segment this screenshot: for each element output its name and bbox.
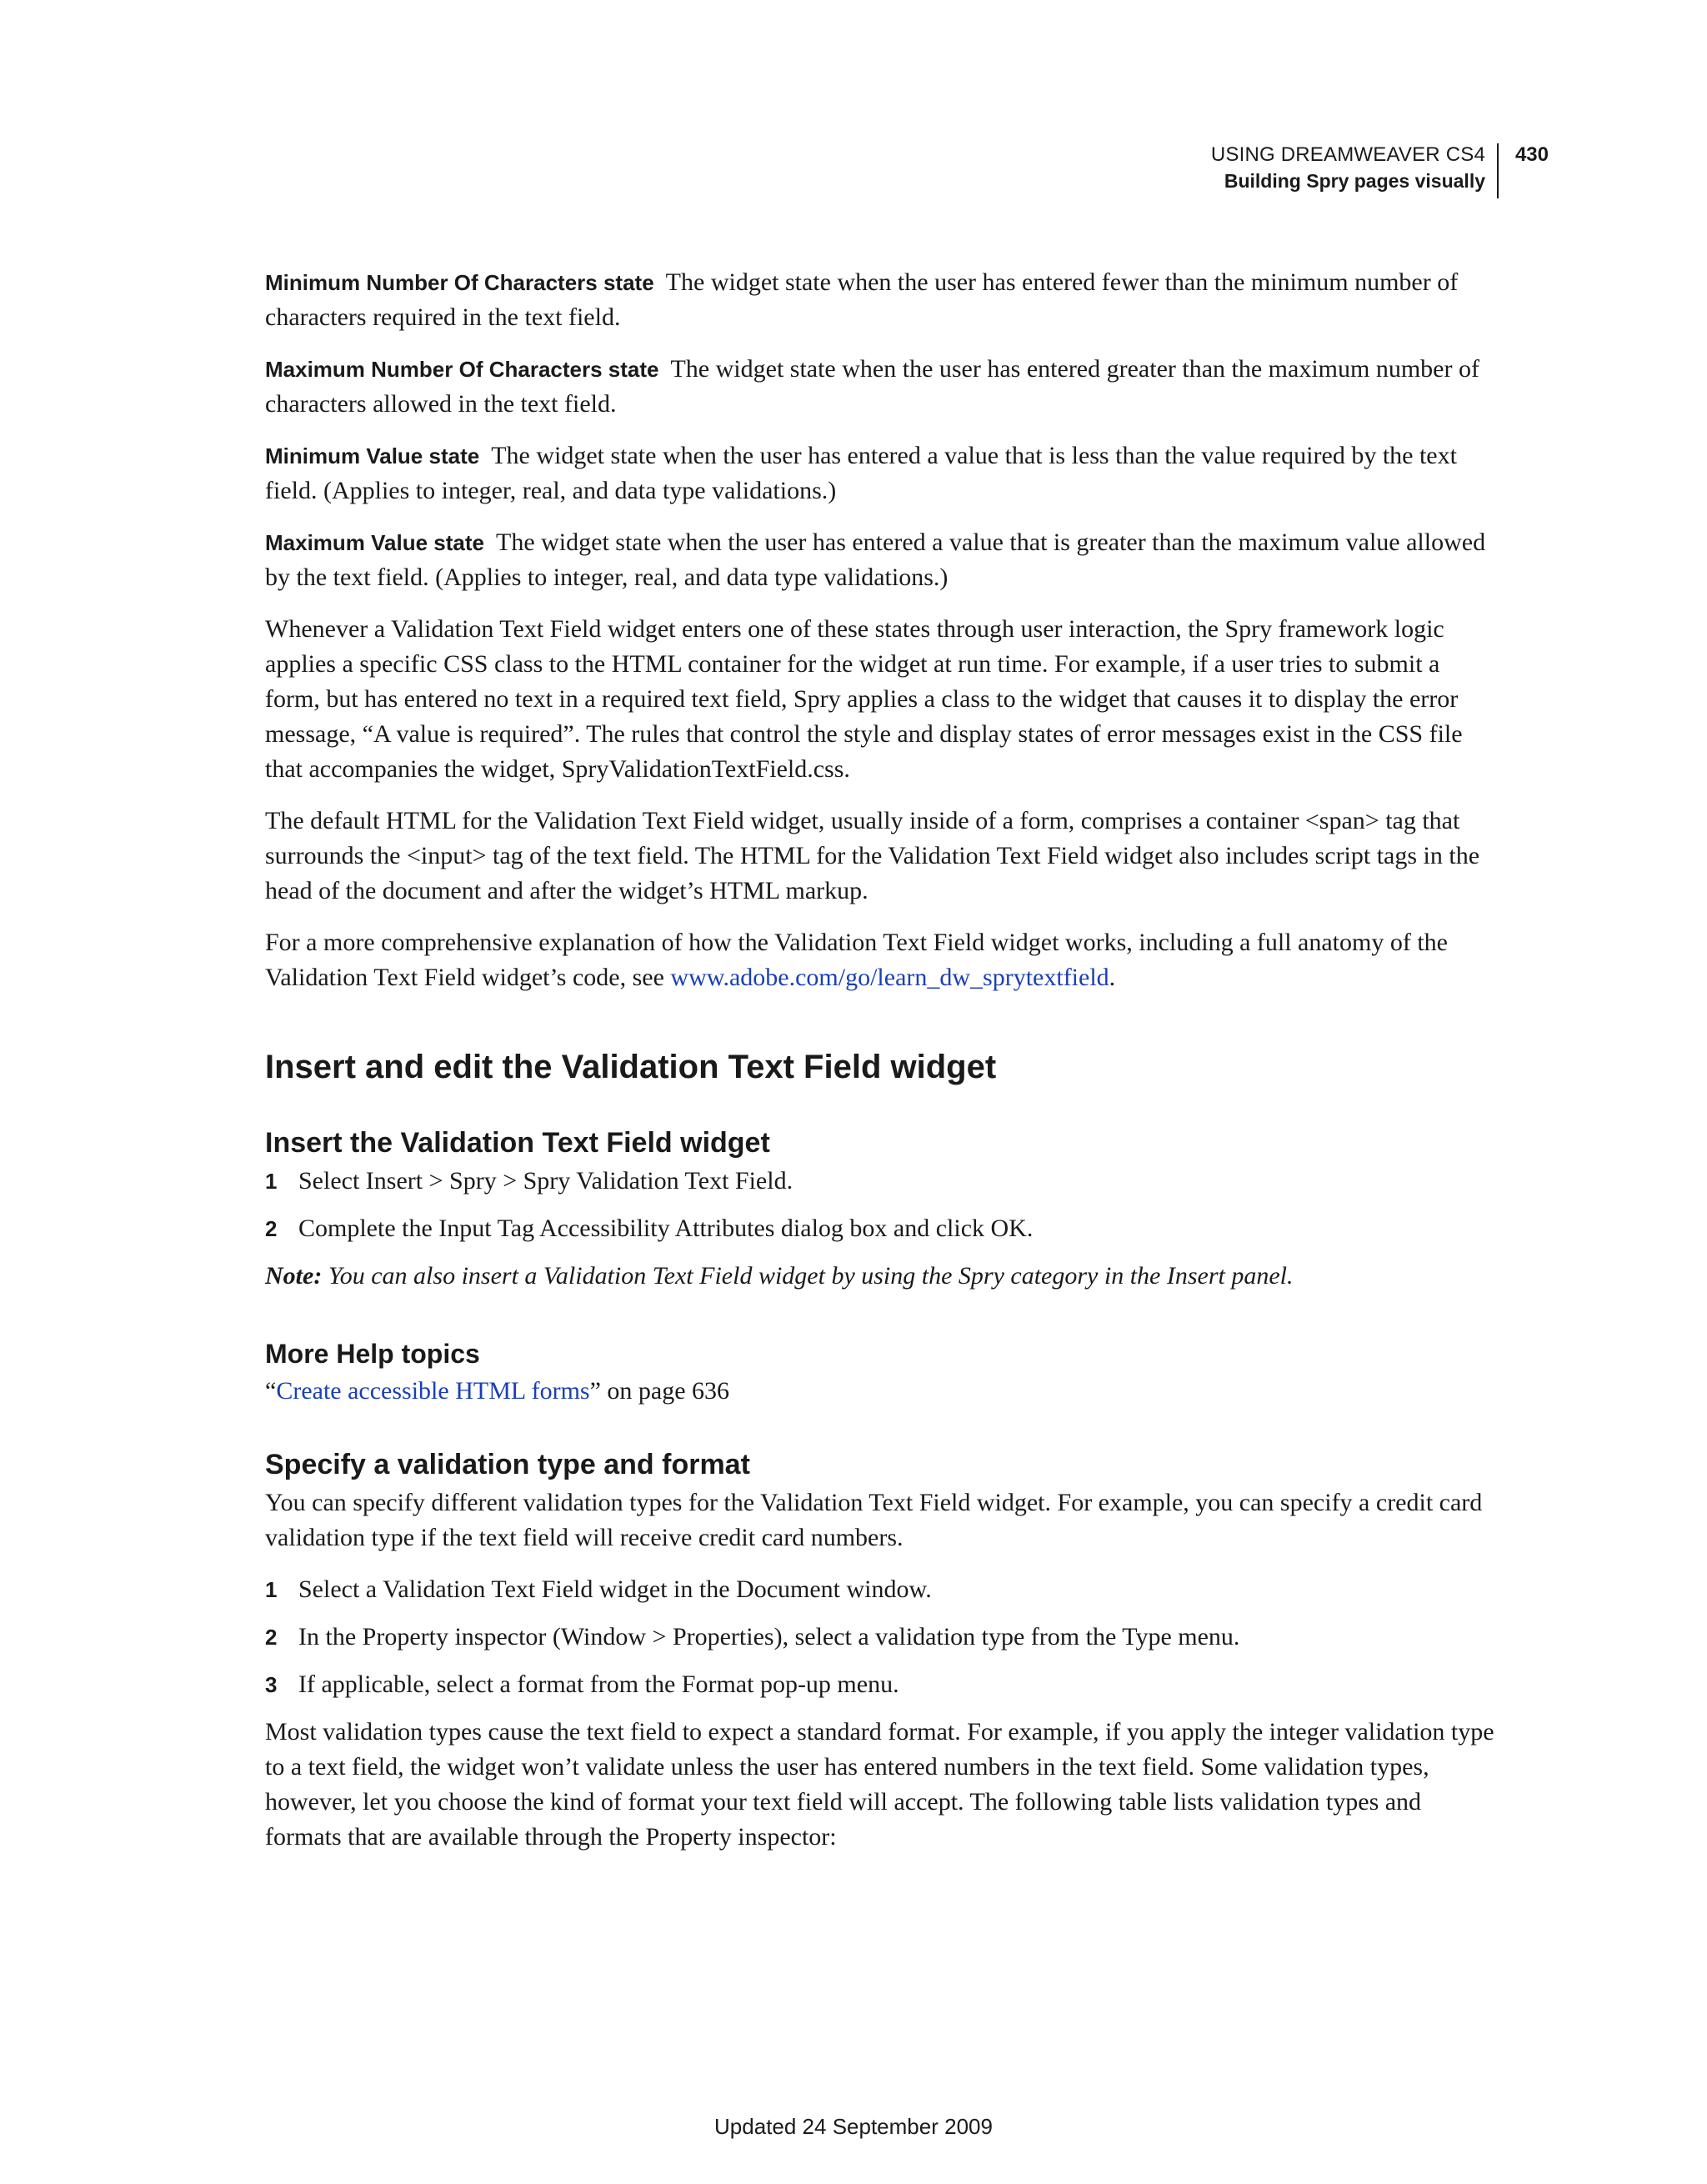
step-text: If applicable, select a format from the Format pop-up menu. (298, 1671, 899, 1698)
section-heading: Insert and edit the Validation Text Field widget (265, 1049, 997, 1085)
page-content (265, 265, 1500, 1871)
definition-min-value (265, 438, 1500, 508)
step-text: In the Property inspector (Window > Properties), select a validation type from the Type menu. (298, 1623, 1240, 1651)
subsection-heading-insert: Insert the Validation Text Field widget (265, 1127, 770, 1159)
definition-text: The widget state when the user has entered a value that is greater than the maximum value allowed by the text field. (Applies to integer, real, and data type validations.) (265, 528, 1486, 591)
definition-text: The widget state when the user has entered greater than the maximum number of characters allowed in the text field. (265, 355, 1479, 418)
page-footer: Updated 24 September 2009 (714, 2114, 993, 2139)
step-item (265, 1667, 1500, 1702)
step-number: 2 (265, 1625, 278, 1650)
running-header (925, 142, 1549, 202)
step-text: Select Insert > Spry > Spry Validation Text Field. (298, 1167, 793, 1195)
step-number: 3 (265, 1672, 278, 1697)
definition-text: The widget state when the user has entered fewer than the minimum number of characters required in the text field. (265, 268, 1459, 331)
page-reference: ” on page 636 (589, 1377, 730, 1405)
paragraph-default-html: The default HTML for the Validation Text Field widget, usually inside of a form, comprises a container <span> tag that surrounds the <input> tag of the text field. The HTML for the Validation Text Field widget also includes script tags in the head of the document and after the widget’s HTML markup. (265, 807, 1480, 904)
definition-term: Minimum Number Of Characters state (265, 270, 654, 295)
learn-more-link[interactable]: www.adobe.com/go/learn_dw_sprytextfield (670, 964, 1109, 991)
definition-term: Maximum Number Of Characters state (265, 357, 659, 382)
definition-term: Minimum Value state (265, 443, 480, 468)
step-item (265, 1164, 1500, 1199)
quote-open: “ (265, 1377, 277, 1405)
step-number: 2 (265, 1216, 278, 1241)
header-divider (1497, 143, 1499, 198)
step-number: 1 (265, 1577, 278, 1602)
paragraph-text: For a more comprehensive explanation of how the Validation Text Field widget works, including a full anatomy of the Validation Text Field widget’s code, see (265, 929, 1448, 991)
paragraph-text: . (1109, 964, 1116, 991)
more-help-item (265, 1374, 1500, 1409)
paragraph-explanation (265, 925, 1500, 995)
paragraph-states: Whenever a Validation Text Field widget enters one of these states through user interaction, the Spry framework logic applies a specific CSS class to the HTML container for the widget at run time. For example, if a user tries to submit a form, but has entered no text in a required text field, Spry applies a class to the widget that causes it to display the error message, “A value is required”. The rules that control the style and display states of error messages exist in the CSS file that accompanies the widget, SpryValidationTextField.css. (265, 615, 1463, 783)
specify-outro: Most validation types cause the text field to expect a standard format. For example, if you apply the integer validation type to a text field, the widget won’t validate unless the user has entered numbers in the text field. Some validation types, however, let you choose the kind of format your text field will accept. The following table lists validation types and formats that are available through the Property inspector: (265, 1718, 1494, 1851)
accessible-forms-link[interactable]: Create accessible HTML forms (276, 1377, 590, 1405)
specify-intro: You can specify different validation types for the Validation Text Field widget. For example, you can specify a credit card validation type if the text field will receive credit card numbers. (265, 1489, 1483, 1551)
step-text: Complete the Input Tag Accessibility Attributes dialog box and click OK. (298, 1215, 1034, 1242)
header-title: USING DREAMWEAVER CS4 (1210, 143, 1485, 166)
header-text (1211, 142, 1485, 193)
definition-text: The widget state when the user has entered a value that is less than the value required by the text field. (Applies to integer, real, and data type validations.) (265, 442, 1457, 504)
note-label: Note: (265, 1262, 323, 1290)
step-item (265, 1572, 1500, 1607)
step-item (265, 1211, 1500, 1246)
note (265, 1259, 1500, 1294)
subsection-heading-specify: Specify a validation type and format (265, 1449, 750, 1480)
step-item (265, 1620, 1500, 1655)
step-number: 1 (265, 1169, 278, 1194)
note-text: You can also insert a Validation Text Field widget by using the Spry category in the Insert panel. (322, 1262, 1294, 1290)
more-help-heading: More Help topics (265, 1339, 480, 1369)
header-subtitle: Building Spry pages visually (1224, 170, 1485, 192)
definition-min-characters (265, 265, 1500, 335)
definition-max-characters (265, 352, 1500, 422)
definition-term: Maximum Value state (265, 530, 484, 555)
page-number: 430 (1514, 143, 1549, 166)
definition-max-value (265, 525, 1500, 595)
step-text: Select a Validation Text Field widget in the Document window. (298, 1575, 932, 1603)
